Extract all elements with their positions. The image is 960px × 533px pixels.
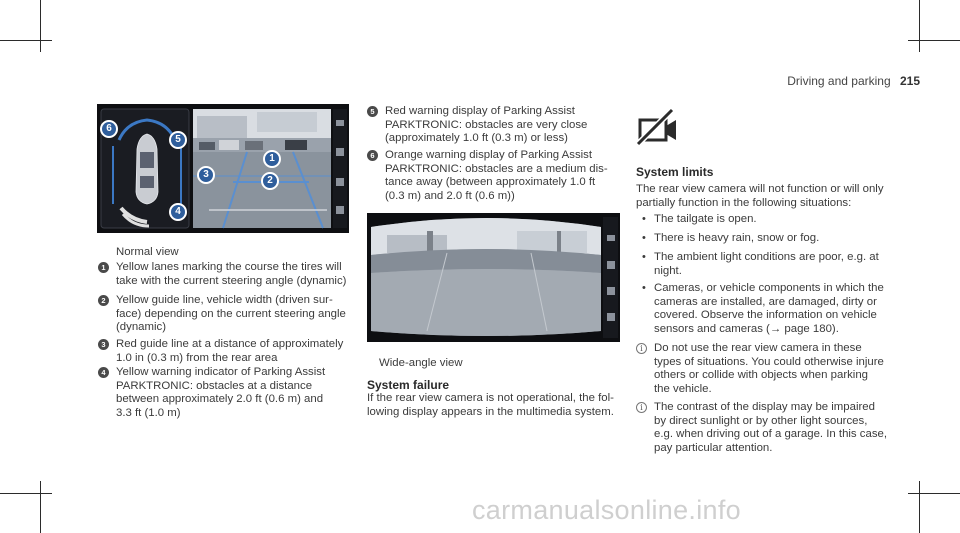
text-line: (approximately 1.0 ft (0.3 m) or less) xyxy=(385,132,568,145)
text-line: others or collide with objects when parking xyxy=(654,369,869,382)
legend-item-2 xyxy=(98,294,346,335)
figure-callout: 3 xyxy=(197,166,215,184)
system-failure-body xyxy=(367,392,614,419)
text-line: Red guide line at a distance of approximately xyxy=(116,338,344,350)
text-line: PARKTRONIC: obstacles at a distance xyxy=(116,379,313,392)
bullet-dot: • xyxy=(642,251,646,263)
bullet-item xyxy=(642,282,884,336)
legend-item-3 xyxy=(98,338,343,365)
text-line: Yellow lanes marking the course the tires will xyxy=(116,261,342,273)
bullet-dot: • xyxy=(642,232,646,244)
item-text xyxy=(385,105,587,146)
text-line: Do not use the rear view camera in these xyxy=(654,342,862,354)
section-title: Driving and parking xyxy=(787,74,891,88)
item-number-badge: 3 xyxy=(98,339,109,350)
page-header xyxy=(787,74,920,88)
info-icon: i xyxy=(636,402,647,413)
bullet-text xyxy=(654,213,757,227)
note-item xyxy=(636,401,887,455)
text-line: The contrast of the display may be impaired xyxy=(654,401,875,413)
text-line: types of situations. You could otherwise injure xyxy=(654,355,884,368)
normal-view-illustration xyxy=(97,104,349,233)
legend-item-5 xyxy=(367,105,587,146)
crop-mark xyxy=(908,493,960,494)
item-text xyxy=(116,338,343,365)
text-line: the vehicle. xyxy=(654,382,712,395)
bullet-item xyxy=(642,251,879,278)
figure-callout: 5 xyxy=(169,131,187,149)
crop-mark xyxy=(0,40,52,41)
text-line: covered. Observe the information on vehicle xyxy=(654,309,877,322)
text-line: lowing display appears in the multimedia system. xyxy=(367,405,614,418)
bullet-text xyxy=(654,251,879,278)
text-line: face) depending on the current steering angle xyxy=(116,307,346,320)
bullet-item xyxy=(642,213,757,227)
text-line: There is heavy rain, snow or fog. xyxy=(654,232,820,244)
system-limits-intro xyxy=(636,183,884,210)
item-text xyxy=(385,149,608,203)
note-text xyxy=(654,401,887,455)
text-line: PARKTRONIC: obstacles are a medium dis- xyxy=(385,162,608,175)
text-line: partially function in the following situations: xyxy=(636,196,852,209)
bullet-dot: • xyxy=(642,213,646,225)
text-line: 3.3 ft (1.0 m) xyxy=(116,406,181,419)
legend-item-6 xyxy=(367,149,608,203)
info-icon: i xyxy=(636,343,647,354)
text-line: sensors and cameras (→ page 180). xyxy=(654,322,839,335)
wide-angle-illustration xyxy=(367,213,620,342)
item-number-badge: 5 xyxy=(367,106,378,117)
bullet-text xyxy=(654,282,884,336)
text-line: The rear view camera will not function or will only xyxy=(636,183,884,195)
item-text xyxy=(116,294,346,335)
crop-mark xyxy=(919,481,920,533)
text-line: by direct sunlight or by other light sources, xyxy=(654,414,868,427)
text-line: pay particular attention. xyxy=(654,441,773,454)
note-item xyxy=(636,342,884,396)
bullet-text xyxy=(654,232,819,246)
crop-mark xyxy=(0,493,52,494)
normal-view-figure xyxy=(97,104,349,233)
system-failure-heading: System failure xyxy=(367,378,450,392)
text-line: The tailgate is open. xyxy=(654,213,757,225)
normal-view-caption: Normal view xyxy=(116,246,179,258)
crop-mark xyxy=(908,40,960,41)
legend-item-1 xyxy=(98,261,346,288)
crop-mark xyxy=(40,481,41,533)
text-line: (0.3 m) and 2.0 ft (0.6 m)) xyxy=(385,189,515,202)
item-number-badge: 6 xyxy=(367,150,378,161)
text-line: PARKTRONIC: obstacles are very close xyxy=(385,118,588,131)
figure-callout: 2 xyxy=(261,172,279,190)
text-line: take with the current steering angle (dynamic) xyxy=(116,274,347,287)
text-line: If the rear view camera is not operational, the fol- xyxy=(367,392,614,404)
crop-mark xyxy=(40,0,41,52)
bullet-dot: • xyxy=(642,282,646,294)
item-number-badge: 4 xyxy=(98,367,109,378)
wide-angle-caption: Wide-angle view xyxy=(379,357,463,369)
text-line: Yellow guide line, vehicle width (driven sur- xyxy=(116,294,333,306)
text-line: Yellow warning indicator of Parking Assist xyxy=(116,366,326,378)
item-number-badge: 2 xyxy=(98,295,109,306)
text-line: 1.0 in (0.3 m) from the rear area xyxy=(116,351,278,364)
item-text xyxy=(116,366,325,420)
system-limits-heading: System limits xyxy=(636,165,714,179)
text-line: night. xyxy=(654,264,682,277)
wide-angle-figure xyxy=(367,213,620,342)
note-text xyxy=(654,342,884,396)
item-number-badge: 1 xyxy=(98,262,109,273)
watermark: carmanualsonline.info xyxy=(472,495,741,525)
crop-mark xyxy=(919,0,920,52)
text-line: Orange warning display of Parking Assist xyxy=(385,149,593,161)
bullet-item xyxy=(642,232,819,246)
camera-off-icon xyxy=(636,108,684,151)
text-line: tance away (between approximately 1.0 ft xyxy=(385,176,596,189)
text-line: cameras are installed, are damaged, dirty or xyxy=(654,295,877,308)
text-line: The ambient light conditions are poor, e.g. at xyxy=(654,251,879,263)
text-line: (dynamic) xyxy=(116,321,167,334)
figure-callout: 6 xyxy=(100,120,118,138)
text-line: e.g. when driving out of a garage. In this case, xyxy=(654,428,888,441)
figure-callout: 1 xyxy=(263,150,281,168)
text-line: Cameras, or vehicle components in which the xyxy=(654,282,884,294)
text-line: Red warning display of Parking Assist xyxy=(385,105,575,117)
legend-item-4 xyxy=(98,366,325,420)
page-number: 215 xyxy=(899,74,920,88)
item-text xyxy=(116,261,346,288)
text-line: between approximately 2.0 ft (0.6 m) and xyxy=(116,393,324,406)
figure-callout: 4 xyxy=(169,203,187,221)
